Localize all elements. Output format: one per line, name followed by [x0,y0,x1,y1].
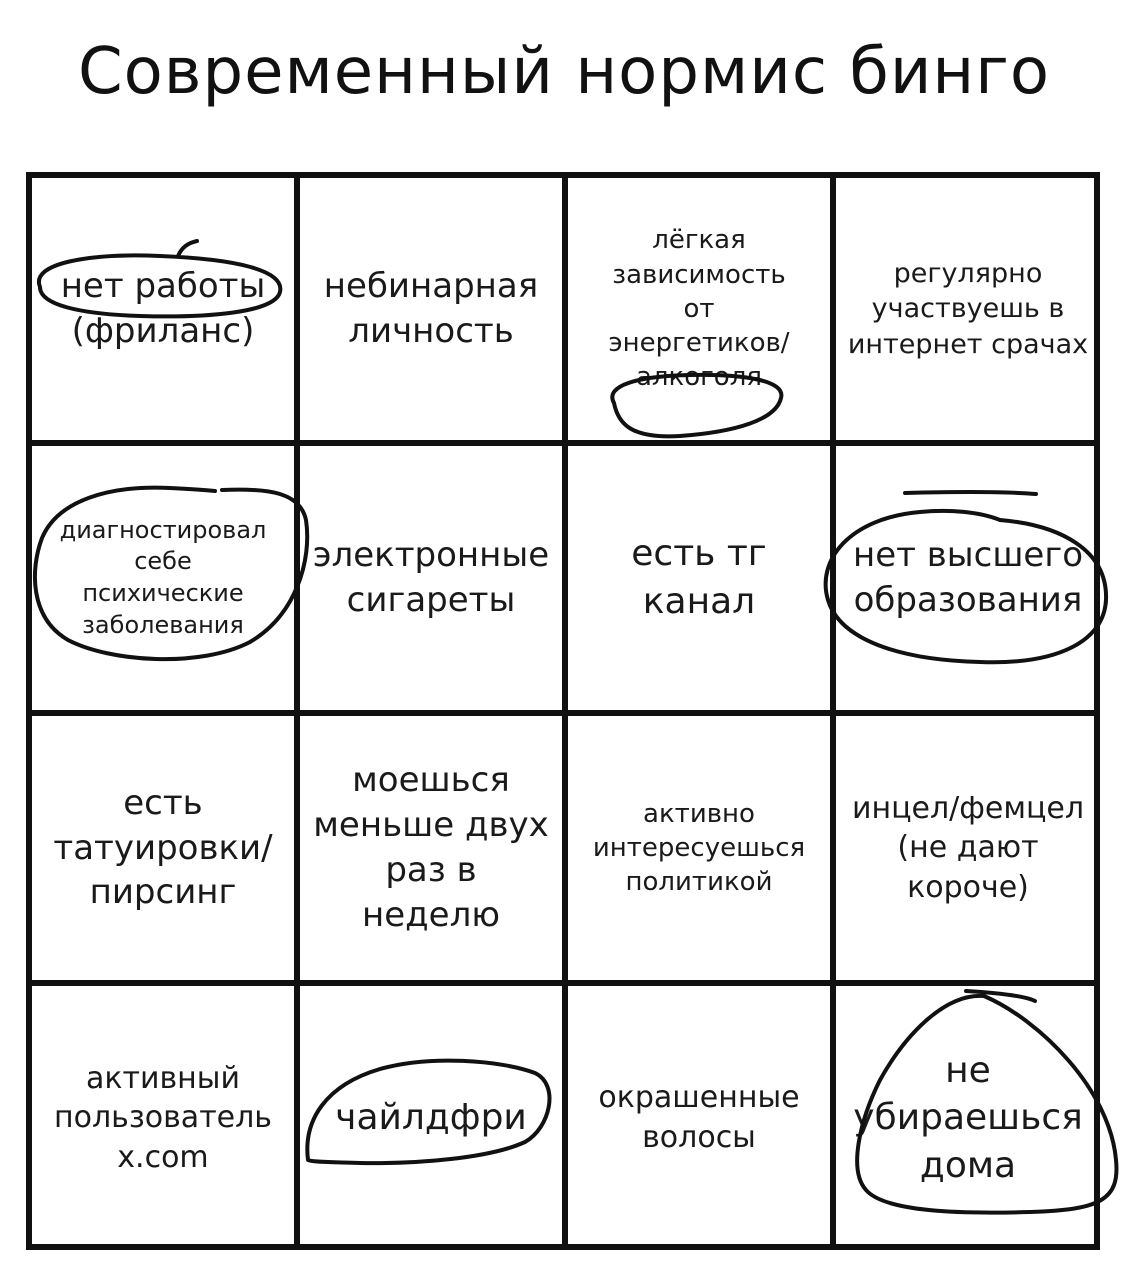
bingo-cell-childfree: чайлдфри [335,1097,527,1139]
bingo-cell-messy-home: не убираешься дома [853,1049,1083,1186]
bingo-cell-x-user: активный пользователь x.com [54,1060,272,1175]
bingo-cell-internet-arguments: регулярно участвуешь в интернет срачах [847,257,1089,360]
bingo-cell-energy-drinks: лёгкая зависимость от энергетиков/ алкоголя [608,225,790,393]
grid-line-horizontal [26,440,1100,446]
bingo-cell-nonbinary: небинарная личность [323,266,539,351]
bingo-cell-dyed-hair: окрашенные волосы [598,1080,800,1155]
bingo-title: Современный нормис бинго [77,35,1051,109]
grid-line-horizontal [26,172,1100,178]
bingo-cell-no-degree: нет высшего образования [852,535,1084,620]
bingo-cell-vapes: электронные сигареты [312,535,550,620]
bingo-cell-tg-channel: есть тг канал [631,533,767,622]
bingo-cell-incel: инцел/фемцел (не дают короче) [851,790,1085,905]
grid-line-horizontal [26,980,1100,986]
grid-line-horizontal [26,1244,1100,1250]
bingo-cell-tattoos: есть татуировки/ пирсинг [53,782,273,913]
bingo-board [26,172,1100,1250]
bingo-cell-politics: активно интересуешься политикой [592,798,806,898]
bingo-cell-no-job: нет работы (фриланс) [60,266,266,351]
grid-line-horizontal [26,710,1100,716]
bingo-cell-rarely-wash: моешься меньше двух раз в неделю [313,760,549,935]
bingo-cell-self-diagnosed: диагностировал себе психические заболевания [59,515,267,639]
